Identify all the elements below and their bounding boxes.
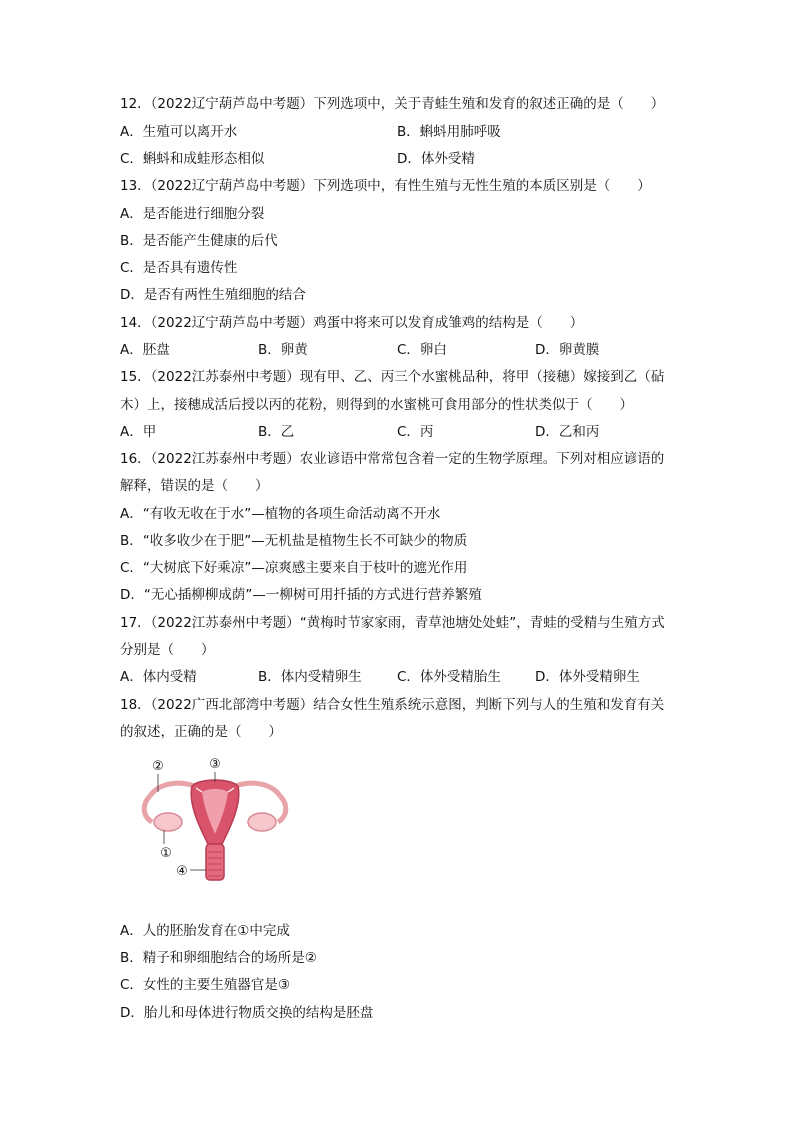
- q12-stem: 12．（2022辽宁葫芦岛中考题）下列选项中，关于青蛙生殖和发育的叙述正确的是（ ）: [120, 96, 665, 112]
- q17-option-d: D．体外受精卵生: [535, 669, 640, 685]
- q18-option-b: B．精子和卵细胞结合的场所是②: [120, 950, 317, 966]
- q16-stem-line2: 解释，错误的是（ ）: [120, 478, 269, 494]
- label-3: ③: [209, 757, 221, 772]
- q15-option-d: D．乙和丙: [535, 424, 600, 440]
- q13-option-a: A．是否能进行细胞分裂: [120, 206, 265, 222]
- q14-option-c: C．卵白: [397, 342, 447, 358]
- q14-option-d: D．卵黄膜: [535, 342, 600, 358]
- q15-stem-line2: 木）上，接穗成活后授以丙的花粉，则得到的水蜜桃可食用部分的性状类似于（ ）: [120, 397, 633, 413]
- q14-stem: 14．（2022辽宁葫芦岛中考题）鸡蛋中将来可以发育成雏鸡的结构是（ ）: [120, 315, 584, 331]
- q17-option-c: C．体外受精胎生: [397, 669, 501, 685]
- q15-option-a: A．甲: [120, 424, 157, 440]
- q18-stem-line1: 18．（2022广西北部湾中考题）结合女性生殖系统示意图，判断下列与人的生殖和发育有关: [120, 697, 665, 713]
- q13-stem: 13．（2022辽宁葫芦岛中考题）下列选项中，有性生殖与无性生殖的本质区别是（ ）: [120, 178, 651, 194]
- right-ovary: [248, 813, 276, 831]
- q18-stem-line2: 的叙述，正确的是（ ）: [120, 724, 282, 740]
- q14-option-a: A．胚盘: [120, 342, 170, 358]
- q12-option-a: A．生殖可以离开水: [120, 124, 238, 140]
- q17-stem-line2: 分别是（ ）: [120, 642, 215, 658]
- q12-option-b: B．蝌蚪用肺呼吸: [397, 124, 501, 140]
- left-ovary: [154, 813, 182, 831]
- label-4: ④: [176, 864, 188, 879]
- q17-option-b: B．体内受精卵生: [258, 669, 362, 685]
- q13-option-c: C．是否具有遗传性: [120, 260, 238, 276]
- q17-option-a: A．体内受精: [120, 669, 197, 685]
- q18-option-c: C．女性的主要生殖器官是③: [120, 977, 291, 993]
- q17-stem-line1: 17．（2022江苏泰州中考题）“黄梅时节家家雨，青草池塘处处蛙”，青蛙的受精与生殖方式: [120, 615, 665, 631]
- reproductive-system-diagram: [130, 752, 300, 892]
- q12-option-c: C．蝌蚪和成蛙形态相似: [120, 151, 265, 167]
- q15-option-c: C．丙: [397, 424, 434, 440]
- q18-option-d: D．胎儿和母体进行物质交换的结构是胚盘: [120, 1005, 374, 1021]
- q13-option-b: B．是否能产生健康的后代: [120, 233, 278, 249]
- q16-option-c: C．“大树底下好乘凉”—凉爽感主要来自于枝叶的遮光作用: [120, 560, 468, 576]
- label-1: ①: [160, 846, 172, 861]
- q16-option-d: D．“无心插柳柳成荫”—一柳树可用扦插的方式进行营养繁殖: [120, 587, 482, 603]
- q16-stem-line1: 16．（2022江苏泰州中考题）农业谚语中常常包含着一定的生物学原理。下列对相应谚语的: [120, 451, 665, 467]
- q16-option-a: A．“有收无收在于水”—植物的各项生命活动离不开水: [120, 506, 441, 522]
- label-2: ②: [152, 759, 164, 774]
- q15-stem-line1: 15．（2022江苏泰州中考题）现有甲、乙、丙三个水蜜桃品种，将甲（接穗）嫁接到乙（砧: [120, 369, 665, 385]
- q16-option-b: B．“收多收少在于肥”—无机盐是植物生长不可缺少的物质: [120, 533, 468, 549]
- q15-option-b: B．乙: [258, 424, 295, 440]
- q18-option-a: A．人的胚胎发育在①中完成: [120, 923, 290, 939]
- q14-option-b: B．卵黄: [258, 342, 308, 358]
- vagina: [206, 844, 224, 880]
- q12-option-d: D．体外受精: [397, 151, 475, 167]
- q13-option-d: D．是否有两性生殖细胞的结合: [120, 287, 306, 303]
